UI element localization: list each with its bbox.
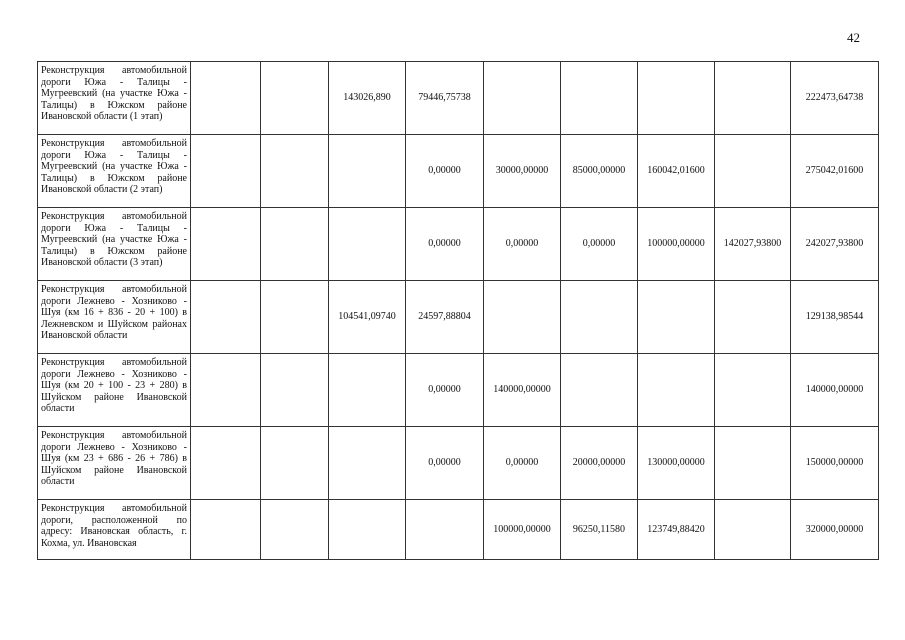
amount-cell: [715, 500, 791, 560]
amount-cell: [715, 62, 791, 135]
amount-cell: [484, 281, 561, 354]
amount-cell: 0,00000: [484, 427, 561, 500]
amount-cell: [561, 354, 638, 427]
amount-cell: 0,00000: [484, 208, 561, 281]
amount-cell: 123749,88420: [638, 500, 715, 560]
amount-cell: [261, 62, 329, 135]
amount-cell: 0,00000: [561, 208, 638, 281]
amount-cell: 129138,98544: [791, 281, 879, 354]
amount-cell: [715, 135, 791, 208]
amount-cell: 104541,09740: [329, 281, 406, 354]
amount-cell: 79446,75738: [406, 62, 484, 135]
table-row: [38, 135, 879, 208]
amount-cell: 143026,890: [329, 62, 406, 135]
amount-cell: 140000,00000: [484, 354, 561, 427]
object-name-cell: Реконструкция автомобильной дороги Южа - Талицы - Мугреевский (на участке Южа - Талицы) в Южском районе Ивановской области (3 этап): [38, 208, 191, 281]
amount-cell: 30000,00000: [484, 135, 561, 208]
amount-cell: [329, 427, 406, 500]
amount-cell: [329, 135, 406, 208]
amount-cell: 0,00000: [406, 208, 484, 281]
amount-cell: 0,00000: [406, 135, 484, 208]
object-name-cell: Реконструкция автомобильной дороги, расположенной по адресу: Ивановская область, г. Кохма, ул. Ивановская: [38, 500, 191, 560]
amount-cell: 275042,01600: [791, 135, 879, 208]
amount-cell: [191, 62, 261, 135]
amount-cell: [715, 427, 791, 500]
amount-cell: 320000,00000: [791, 500, 879, 560]
object-name-cell: Реконструкция автомобильной дороги Южа - Талицы - Мугреевский (на участке Южа - Талицы) в Южском районе Ивановской области (2 этап): [38, 135, 191, 208]
amount-cell: [638, 354, 715, 427]
amount-cell: [261, 281, 329, 354]
amount-cell: 24597,88804: [406, 281, 484, 354]
amount-cell: [261, 500, 329, 560]
amount-cell: [638, 62, 715, 135]
table-row: [38, 208, 879, 281]
amount-cell: 96250,11580: [561, 500, 638, 560]
amount-cell: [638, 281, 715, 354]
object-name-cell: Реконструкция автомобильной дороги Лежнево - Хозниково - Шуя (км 23 + 686 - 26 + 786) в Шуйском районе Ивановской области: [38, 427, 191, 500]
amount-cell: [191, 208, 261, 281]
table-row: [38, 354, 879, 427]
amount-cell: [191, 427, 261, 500]
amount-cell: [261, 135, 329, 208]
amount-cell: 20000,00000: [561, 427, 638, 500]
amount-cell: [191, 135, 261, 208]
amount-cell: [561, 62, 638, 135]
amount-cell: 140000,00000: [791, 354, 879, 427]
amount-cell: 242027,93800: [791, 208, 879, 281]
table-row: [38, 427, 879, 500]
amount-cell: 150000,00000: [791, 427, 879, 500]
amount-cell: [406, 500, 484, 560]
object-name-cell: Реконструкция автомобильной дороги Лежнево - Хозниково - Шуя (км 20 + 100 - 23 + 280) в Шуйском районе Ивановской области: [38, 354, 191, 427]
object-name-cell: Реконструкция автомобильной дороги Лежнево - Хозниково - Шуя (км 16 + 836 - 20 + 100) в Лежневском и Шуйском районах Ивановской области: [38, 281, 191, 354]
amount-cell: [561, 281, 638, 354]
amount-cell: [484, 62, 561, 135]
amount-cell: 222473,64738: [791, 62, 879, 135]
page-number: 42: [847, 30, 860, 45]
amount-cell: 100000,00000: [638, 208, 715, 281]
amount-cell: 130000,00000: [638, 427, 715, 500]
object-name-cell: Реконструкция автомобильной дороги Южа - Талицы - Мугреевский (на участке Южа - Талицы) в Южском районе Ивановской области (1 этап): [38, 62, 191, 135]
budget-table: [37, 61, 879, 560]
amount-cell: [261, 208, 329, 281]
amount-cell: 0,00000: [406, 354, 484, 427]
amount-cell: [329, 208, 406, 281]
amount-cell: [329, 500, 406, 560]
amount-cell: 142027,93800: [715, 208, 791, 281]
table-row: [38, 500, 879, 560]
amount-cell: [191, 281, 261, 354]
table-row: [38, 62, 879, 135]
amount-cell: [715, 281, 791, 354]
amount-cell: [715, 354, 791, 427]
amount-cell: 0,00000: [406, 427, 484, 500]
amount-cell: [191, 354, 261, 427]
amount-cell: [261, 427, 329, 500]
amount-cell: [261, 354, 329, 427]
amount-cell: 160042,01600: [638, 135, 715, 208]
amount-cell: 85000,00000: [561, 135, 638, 208]
amount-cell: [191, 500, 261, 560]
table-row: [38, 281, 879, 354]
amount-cell: [329, 354, 406, 427]
amount-cell: 100000,00000: [484, 500, 561, 560]
